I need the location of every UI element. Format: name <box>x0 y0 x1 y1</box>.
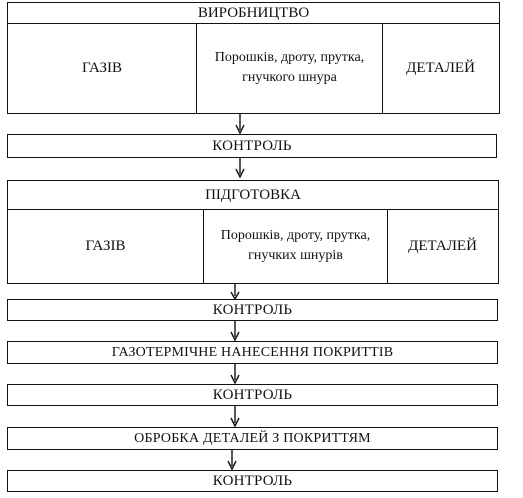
preparation-gases: ГАЗІВ <box>85 237 126 254</box>
thermal-spraying-box: ГАЗОТЕРМІЧНЕ НАНЕСЕННЯ ПОКРИТТІВ <box>7 341 498 364</box>
control-box-4: КОНТРОЛЬ <box>7 470 498 492</box>
production-block <box>7 2 500 114</box>
control-box-1: КОНТРОЛЬ <box>7 134 497 158</box>
processing-box: ОБРОБКА ДЕТАЛЕЙ З ПОКРИТТЯМ <box>7 427 498 450</box>
preparation-parts: ДЕТАЛЕЙ <box>408 237 477 254</box>
production-title: ВИРОБНИЦТВО <box>8 3 499 24</box>
arrow-down-icon <box>226 450 238 470</box>
preparation-materials: Порошків, дроту, прутка, гнучких шнурів <box>203 209 388 283</box>
arrow-down-icon <box>229 283 241 300</box>
arrow-down-icon <box>229 321 241 341</box>
production-materials: Порошків, дроту, прутка, гнучкого шнура <box>196 23 383 113</box>
control-box-3: КОНТРОЛЬ <box>7 384 498 406</box>
arrow-down-icon <box>229 406 241 427</box>
production-parts: ДЕТАЛЕЙ <box>406 59 475 76</box>
control-box-2: КОНТРОЛЬ <box>7 299 498 321</box>
arrow-down-icon <box>234 158 246 178</box>
arrow-down-icon <box>229 364 241 384</box>
preparation-block <box>7 180 499 284</box>
arrow-down-icon <box>234 114 246 134</box>
preparation-title: ПІДГОТОВКА <box>8 181 498 210</box>
production-gases: ГАЗІВ <box>81 59 122 76</box>
